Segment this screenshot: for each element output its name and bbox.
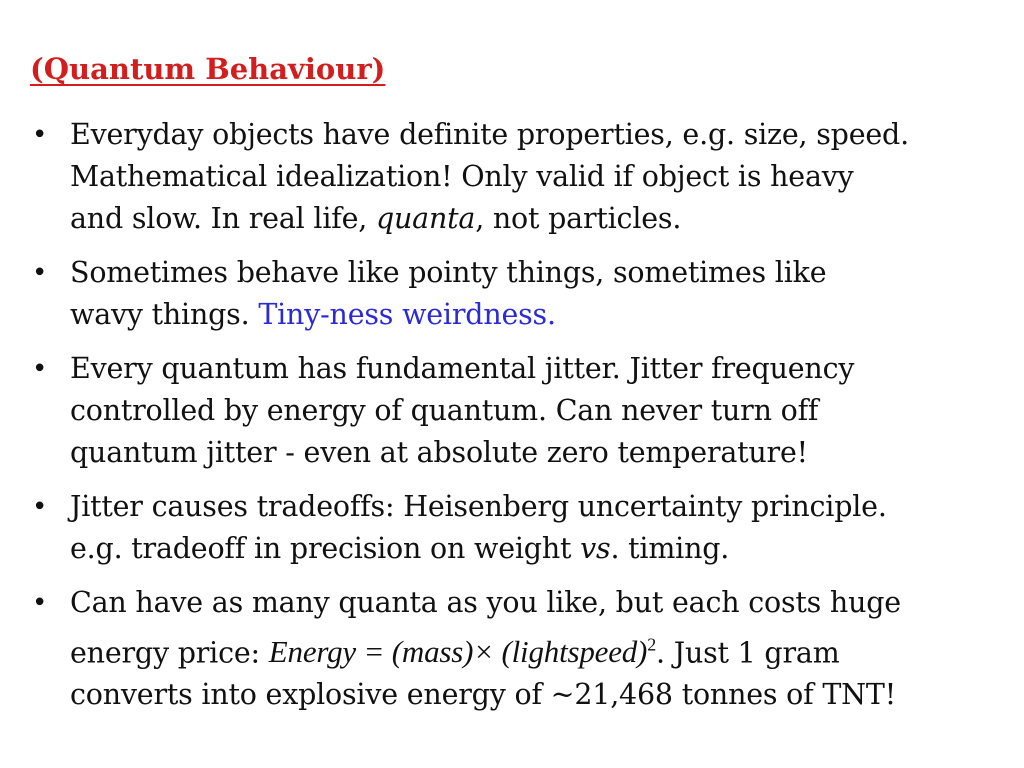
bullet-item — [30, 486, 1005, 570]
text-run: . timing. — [610, 532, 730, 565]
bullet-icon: • — [32, 492, 48, 522]
slide-title: (Quantum Behaviour) — [30, 52, 386, 86]
bullet-text-line: controlled by energy of quantum. Can never turn off — [70, 394, 819, 427]
bullet-item — [30, 348, 1005, 474]
bullet-text-line — [70, 198, 1005, 240]
bullet-text-line: quantum jitter - even at absolute zero temperature! — [70, 436, 808, 469]
formula-exponent: 2 — [647, 635, 656, 655]
bullet-text-line: converts into explosive energy of ~21,468 tonnes of TNT! — [70, 678, 896, 712]
bullet-item — [30, 114, 1005, 240]
text-run: , not particles. — [475, 202, 682, 235]
text-run: wavy things. — [70, 298, 259, 331]
bullet-text-line: Every quantum has fundamental jitter. Jitter frequency — [70, 352, 855, 385]
formula-text: Energy = (mass)× (lightspeed) — [268, 634, 648, 670]
bullet-item — [30, 582, 1005, 716]
bullet-text-line — [70, 528, 1005, 570]
bullet-icon: • — [32, 258, 48, 288]
bullet-text-line: Jitter causes tradeoffs: Heisenberg uncertainty principle. — [70, 490, 887, 523]
bullet-icon: • — [32, 354, 48, 384]
bullet-text-line: Everyday objects have definite properties, e.g. size, speed. — [70, 118, 909, 151]
bullet-text-line — [70, 294, 1005, 336]
text-run: and slow. In real life, — [70, 202, 376, 235]
bullet-text-line: Mathematical idealization! Only valid if object is heavy — [70, 160, 854, 193]
emphasis-text: vs — [580, 532, 611, 565]
bullet-text-line — [70, 624, 1005, 674]
text-run: energy price: — [70, 636, 269, 670]
bullet-text-line: Sometimes behave like pointy things, sometimes like — [70, 256, 827, 289]
text-run: e.g. tradeoff in precision on weight — [70, 532, 581, 565]
bullet-icon: • — [32, 588, 48, 618]
energy-formula — [269, 634, 656, 669]
bullet-text-line: Can have as many quanta as you like, but each costs huge — [70, 586, 901, 619]
bullet-item — [30, 252, 1005, 336]
text-run: . Just 1 gram — [656, 636, 840, 670]
highlight-text: Tiny-ness weirdness. — [258, 298, 556, 331]
bullet-icon: • — [32, 120, 48, 150]
bullet-list — [30, 114, 1005, 728]
emphasis-text: quanta — [375, 202, 476, 235]
